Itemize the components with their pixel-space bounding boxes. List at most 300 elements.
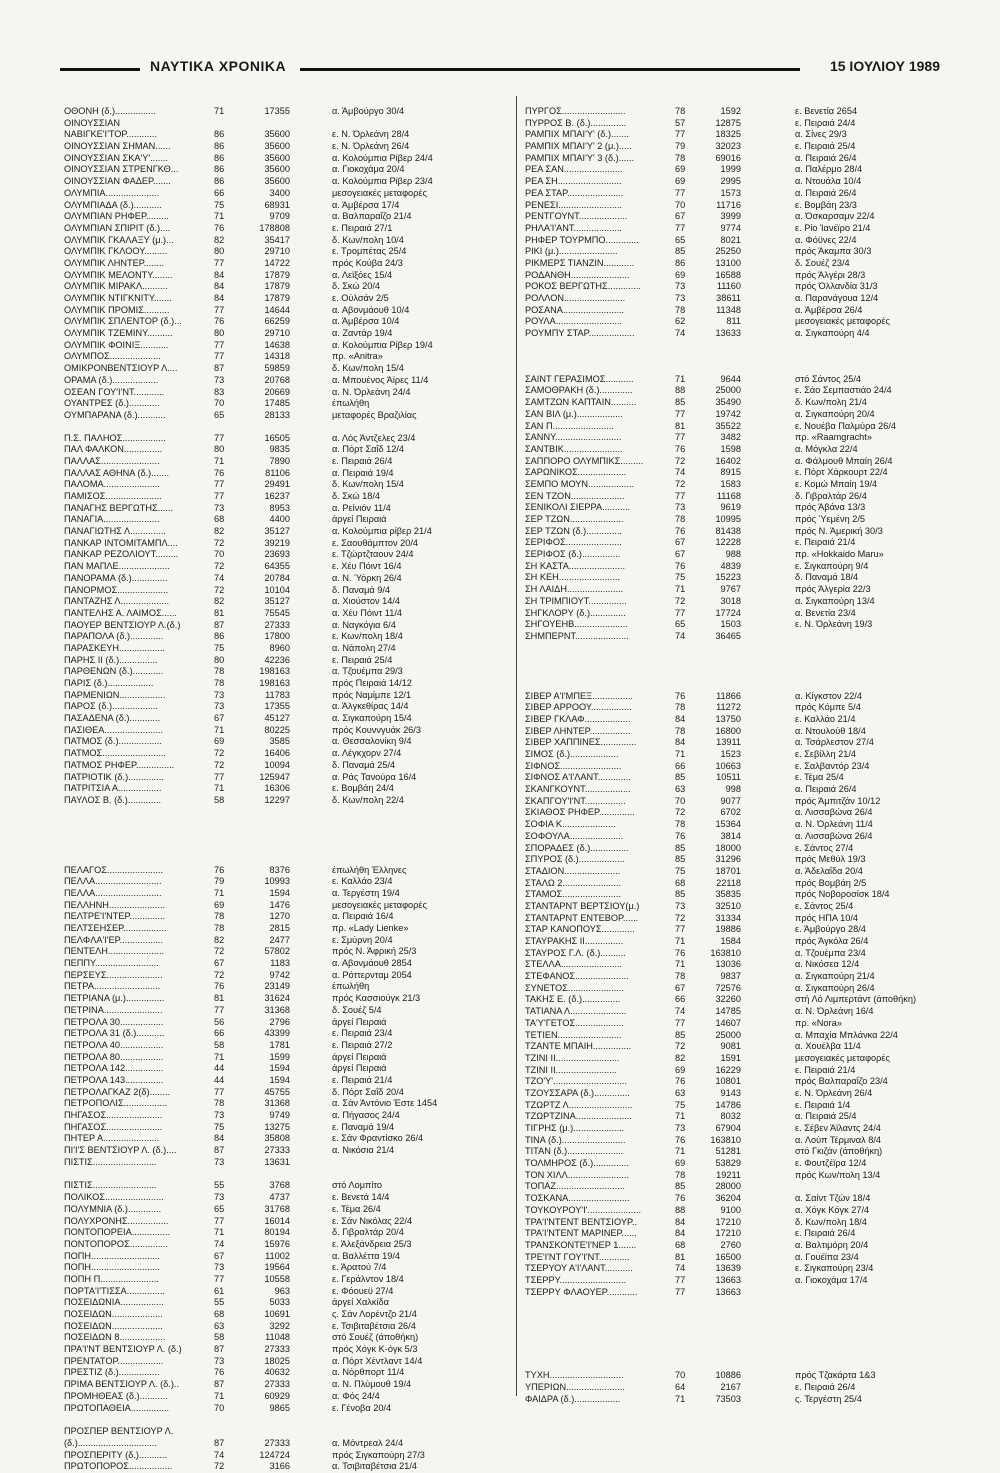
build-year: 71 xyxy=(675,749,686,759)
ship-row xyxy=(525,211,945,223)
build-year: 69 xyxy=(214,736,225,747)
ship-row xyxy=(525,619,945,631)
position: α. Πειραιά 26/4 xyxy=(795,187,857,198)
build-year: 72 xyxy=(675,1041,686,1052)
tonnage: 9774 xyxy=(720,222,741,233)
build-year: 76 xyxy=(675,1193,686,1204)
ship-row xyxy=(64,305,512,317)
tonnage: 16588 xyxy=(715,269,741,280)
tonnage: 29710 xyxy=(264,328,290,339)
tonnage: 17800 xyxy=(264,631,290,642)
ship-row xyxy=(525,1053,945,1065)
ship-row xyxy=(64,1356,512,1368)
ship-name: ΣΗ ΚΑΣΤΑ...................... xyxy=(525,560,626,571)
build-year: 78 xyxy=(675,304,686,315)
build-year: 72 xyxy=(214,946,225,957)
ship-name: ΟΛΥΜΠΙΚ ΣΠΛΕΝΤΟΡ (δ.)... xyxy=(64,316,182,327)
right-column xyxy=(525,106,945,1405)
ship-row xyxy=(64,713,512,725)
position: δ. Κων/πολη 21/4 xyxy=(795,397,867,408)
ship-row xyxy=(64,514,512,526)
tonnage: 3768 xyxy=(269,1180,290,1191)
build-year: 71 xyxy=(214,783,225,794)
ship-name: ΟΛΥΜΠΙΚ ΓΚΑΛΑΞΥ (μ.)... xyxy=(64,234,174,245)
ship-name: ΠΑΛΛΑΣ....................... xyxy=(64,455,160,466)
ship-name: ΣΚΑΠΓΟΥ'Ι'ΝΤ................ xyxy=(525,795,626,806)
ship-name: ΟΛΥΜΠΙΑ..................... xyxy=(64,187,160,198)
tonnage: 15364 xyxy=(715,819,741,830)
ship-row xyxy=(525,807,945,819)
ship-row xyxy=(525,479,945,491)
ship-name: ΟΛΥΜΠΙΚ ΜΕΛΟΝΤΥ........ xyxy=(64,269,173,280)
position: ε. Γεράλντον 18/4 xyxy=(332,1273,404,1284)
build-year: 85 xyxy=(675,397,686,408)
position: α. Μπουένος Άϊρες 11/4 xyxy=(332,374,429,385)
tonnage: 32023 xyxy=(715,141,741,152)
ship-name: ΠΟΣΕΙΔΩΝΙΑ................. xyxy=(64,1297,164,1308)
position: στό Σάντος 25/4 xyxy=(795,373,862,384)
ship-name: ΠΟΠΗ........................... xyxy=(64,1250,160,1261)
build-year: 78 xyxy=(675,106,686,116)
ship-name: ΤΣΕΡΥΟΥ Α'Ι'ΛΑΝΤ........... xyxy=(525,1263,633,1274)
ship-row xyxy=(64,1391,512,1403)
ship-list-block xyxy=(525,374,945,643)
build-year: 85 xyxy=(675,246,686,257)
build-year: 78 xyxy=(214,923,225,933)
build-year: 86 xyxy=(214,176,225,187)
ship-row xyxy=(64,1297,512,1309)
tonnage: 51281 xyxy=(715,1146,741,1157)
build-year: 55 xyxy=(214,1297,225,1308)
build-year: 72 xyxy=(675,455,686,466)
ship-name: ΠΡΙΜΑ ΒΕΝΤΣΙΟΥΡ Λ. (δ.).. xyxy=(64,1379,179,1390)
build-year: 67 xyxy=(675,211,686,222)
ship-name: ΟΘΟΝΗ (δ.)................ xyxy=(64,106,156,116)
position: πρός Άλγερία 22/3 xyxy=(795,584,871,595)
position: πρ. «Lady Lienke» xyxy=(332,923,409,933)
ship-row xyxy=(525,761,945,773)
tonnage: 31768 xyxy=(264,1203,290,1214)
ship-row xyxy=(525,1394,945,1406)
ship-row xyxy=(64,538,512,550)
ship-row xyxy=(525,1018,945,1030)
ship-name: ΤΙΤΑΝ (δ.)...................... xyxy=(525,1146,624,1157)
build-year: 77 xyxy=(214,479,225,490)
ship-row xyxy=(64,526,512,538)
position: δ. Κων/πολη 15/4 xyxy=(332,479,404,490)
ship-name: ΣΤΑΡ ΚΑΝΟΠΟΥΣ............. xyxy=(525,924,635,935)
position: ε. Βενετά 14/4 xyxy=(332,1192,390,1203)
position: α. Πειραιά 16/4 xyxy=(332,911,394,922)
ship-name: ΡΟΛΛΟΝ........................ xyxy=(525,293,626,303)
tonnage: 10094 xyxy=(264,759,290,770)
ship-row xyxy=(525,432,945,444)
ship-row xyxy=(525,537,945,549)
tonnage: 28000 xyxy=(715,1181,741,1192)
build-year: 66 xyxy=(214,1028,225,1039)
build-year: 67 xyxy=(675,537,686,548)
issue-date: 15 ΙΟΥΛΙΟΥ 1989 xyxy=(829,58,940,74)
build-year: 87 xyxy=(214,1437,225,1448)
ship-row xyxy=(525,409,945,421)
position: α. Ρείνιόν 11/4 xyxy=(332,502,391,513)
ship-name: ΠΕΛΤΣΕΗΣΕΡ................. xyxy=(64,923,167,933)
build-year: 74 xyxy=(214,1449,225,1460)
column-divider xyxy=(516,96,517,1396)
position: ε. Ν. Όρλεάνη 26/4 xyxy=(795,1087,873,1098)
tonnage: 25000 xyxy=(715,1029,741,1040)
position: α. Ράς Τανούρα 16/4 xyxy=(332,771,417,782)
tonnage: 73503 xyxy=(715,1393,741,1404)
tonnage: 3400 xyxy=(269,187,290,198)
tonnage: 35600 xyxy=(264,152,290,163)
ship-row xyxy=(525,1205,945,1217)
ship-row xyxy=(64,433,512,445)
build-year: 71 xyxy=(214,1390,225,1401)
build-year: 71 xyxy=(214,211,225,222)
tonnage: 12297 xyxy=(264,794,290,805)
position: ε. Ούλσάν 2/5 xyxy=(332,293,389,303)
build-year: 74 xyxy=(675,467,686,478)
build-year: 77 xyxy=(675,1286,686,1297)
tonnage: 17355 xyxy=(264,701,290,712)
ship-name: ΣΗΜΠΕΡΝΤ..................... xyxy=(525,630,629,641)
ship-name: ΠΟΛΥΜΝΙΑ (δ.)............. xyxy=(64,1203,162,1214)
ship-row xyxy=(64,783,512,795)
ship-name: ΡΕΑ ΣΑΝ....................... xyxy=(525,164,623,175)
tonnage: 4400 xyxy=(269,514,290,525)
position: ε. Τσιβιταβέτσια 26/4 xyxy=(332,1320,416,1331)
build-year: 78 xyxy=(675,725,686,736)
ship-row xyxy=(64,958,512,970)
build-year: 62 xyxy=(675,316,686,327)
build-year: 65 xyxy=(214,409,225,420)
build-year: 77 xyxy=(214,771,225,782)
ship-name: ΠΡΟΜΗΘΕΑΣ (δ.)........... xyxy=(64,1390,168,1401)
ship-row xyxy=(525,118,945,130)
position: ε. Πειραιά 21/4 xyxy=(795,1064,856,1075)
ship-name: ΠΕΛΛΑ.......................... xyxy=(64,876,162,887)
tonnage: 66259 xyxy=(264,316,290,327)
ship-name: ΠΑΝΑΓΙΑ...................... xyxy=(64,514,160,525)
tonnage: 20669 xyxy=(264,386,290,397)
ship-name: ΠΕΤΡΟΛΑ 143............... xyxy=(64,1074,164,1085)
tonnage: 11783 xyxy=(265,689,290,700)
position: άργεί Πειραιά xyxy=(332,514,387,525)
position: α. Λισσαβώνα 26/4 xyxy=(795,830,873,841)
position: α. Ν. Πλύμουθ 19/4 xyxy=(332,1379,412,1390)
tonnage: 25250 xyxy=(715,246,741,257)
build-year: 72 xyxy=(675,595,686,606)
ship-name: ΠΕΤΡΟΠΟΛΙΣ................. xyxy=(64,1098,168,1109)
position: στό Σουέζ (άποθήκη) xyxy=(332,1332,419,1343)
build-year: 69 xyxy=(214,899,225,910)
tonnage: 18701 xyxy=(715,865,741,876)
build-year: 76 xyxy=(214,222,225,233)
tonnage: 11866 xyxy=(716,690,741,701)
build-year: 77 xyxy=(214,1215,225,1226)
ship-name: ΡΗΦΕΡ ΤΟΥΡΜΠΟ............. xyxy=(525,234,639,245)
build-year: 81 xyxy=(675,1251,686,1262)
ship-row xyxy=(64,456,512,468)
ship-row xyxy=(525,200,945,212)
ship-name: ΣΑΙΝΤ ΓΕΡΑΣΙΜΟΣ........... xyxy=(525,373,634,384)
ship-row xyxy=(525,235,945,247)
tonnage: 68931 xyxy=(264,199,290,210)
ship-name: ΠΟΛΥΧΡΟΝΗΣ................ xyxy=(64,1215,169,1226)
ship-name: ΡΟΥΜΠΥ ΣΤΑΡ.................. xyxy=(525,328,635,339)
build-year: 77 xyxy=(214,491,225,501)
ship-name: ΠΑΥΛΟΣ Β. (δ.)............. xyxy=(64,794,162,805)
tonnage: 178808 xyxy=(259,222,290,233)
position: α. Σιγκαπούρη 20/4 xyxy=(795,408,875,419)
ship-name: ΡΗΛΑ'Ι'ΑΝΤ................... xyxy=(525,222,622,233)
build-year: 76 xyxy=(675,1076,686,1087)
build-year: 55 xyxy=(214,1180,225,1191)
build-year: 78 xyxy=(214,666,225,677)
build-year: 76 xyxy=(214,316,225,327)
ship-name: ΤΙΝΑ (δ.)......................... xyxy=(525,1134,626,1145)
position: πρός Κόμπε 5/4 xyxy=(795,702,861,713)
ship-row xyxy=(525,1228,945,1240)
tonnage: 2796 xyxy=(269,1016,290,1027)
build-year: 73 xyxy=(214,502,225,513)
position: α. Νόρθπορτ 11/4 xyxy=(332,1367,405,1378)
position: ε. Φόουεϋ 27/4 xyxy=(332,1285,394,1296)
ship-name: ΣΤΑΝΤΑΡΝΤ ΒΕΡΤΣΙΟΥ(μ.) xyxy=(525,900,640,911)
build-year: 84 xyxy=(214,281,225,292)
position: α. Κολούμπια Ρίβερ 23/4 xyxy=(332,176,433,187)
ship-row xyxy=(525,913,945,925)
position: άργεί Πειραιά xyxy=(332,1016,387,1027)
tonnage: 3166 xyxy=(269,1461,290,1472)
build-year: 72 xyxy=(214,969,225,980)
position: δ. Σουέζ 23/4 xyxy=(795,257,850,268)
ship-name: ΠΟΣΕΙΔΩΝ 8.................. xyxy=(64,1332,166,1343)
build-year: 77 xyxy=(675,432,686,443)
position: α. Πειραιά 19/4 xyxy=(332,467,394,478)
tonnage: 13663 xyxy=(715,1286,741,1297)
build-year: 72 xyxy=(214,537,225,548)
ship-list-block xyxy=(64,433,512,807)
position: ε. Πειραιά 25/4 xyxy=(332,654,393,665)
ship-name: ΠΡΕΝΤΑΤΟΡ.................. xyxy=(64,1355,164,1366)
ship-name: ΠΑΝΚΑΡ ΡΕΖΟΛΙΟΥΤ......... xyxy=(64,549,179,560)
ship-row xyxy=(64,631,512,643)
build-year: 73 xyxy=(675,900,686,911)
build-year: 71 xyxy=(675,584,686,595)
tonnage: 13633 xyxy=(715,328,741,339)
position: ε. Πειραιά 27/1 xyxy=(332,222,393,233)
build-year: 77 xyxy=(214,432,225,443)
tonnage: 20784 xyxy=(264,572,290,583)
build-year: 83 xyxy=(214,386,225,397)
position: α. Βαλλέττα 19/4 xyxy=(332,1250,401,1261)
tonnage: 1573 xyxy=(720,187,741,198)
position: α. Φός 24/4 xyxy=(332,1390,380,1401)
ship-name: ΠΟΝΤΟΠΟΡΕΙΑ............... xyxy=(64,1227,171,1238)
ship-row xyxy=(525,456,945,468)
tonnage: 12228 xyxy=(715,537,741,548)
tonnage: 13663 xyxy=(715,1274,741,1285)
ship-row xyxy=(525,281,945,293)
build-year: 74 xyxy=(675,630,686,641)
build-year: 72 xyxy=(675,478,686,489)
build-year: 81 xyxy=(675,420,686,431)
ship-row xyxy=(64,900,512,912)
position: α. Γουέϊπα 23/4 xyxy=(795,1251,859,1262)
tonnage: 27333 xyxy=(264,1145,290,1156)
ship-name: ΣΙΒΕΡ ΓΚΛΑΦ.................. xyxy=(525,713,631,724)
build-year: 69 xyxy=(675,1064,686,1075)
ship-row xyxy=(525,467,945,479)
build-year: 81 xyxy=(214,993,225,1004)
build-year: 67 xyxy=(214,958,225,969)
position: ε. Σάντος 25/4 xyxy=(795,900,854,911)
position: α. Βαλτιμόρη 20/4 xyxy=(795,1239,869,1250)
build-year: 71 xyxy=(675,1393,686,1404)
ship-name: ΟΛΥΜΠΙΚ ΜΙΡΑΚΛ.......... xyxy=(64,281,168,292)
ship-name: ΣΤΑΜΟΣ....................... xyxy=(525,889,621,900)
tonnage: 40632 xyxy=(264,1367,290,1378)
position: ε. Πειραιά 27/2 xyxy=(332,1039,393,1050)
ship-row xyxy=(525,1041,945,1053)
build-year: 69 xyxy=(675,176,686,187)
ship-name: ΣΗΓΟΥΕΗΒ..................... xyxy=(525,619,628,630)
tonnage: 1183 xyxy=(270,958,290,969)
ship-name: ΠΟΠΗ Π....................... xyxy=(64,1273,159,1284)
position: ε. Άρατού 7/4 xyxy=(332,1262,387,1273)
ship-row xyxy=(64,923,512,935)
build-year: 72 xyxy=(214,748,225,759)
ship-row xyxy=(64,200,512,212)
tonnage: 1476 xyxy=(269,899,290,910)
ship-row xyxy=(64,479,512,491)
ship-row xyxy=(525,1088,945,1100)
ship-name: ΠΑΝΤΕΛΗΣ Α. ΛΑΙΜΟΣ...... xyxy=(64,607,177,618)
tonnage: 32510 xyxy=(715,900,741,911)
build-year: 85 xyxy=(675,842,686,853)
page-header xyxy=(60,58,940,82)
tonnage: 35835 xyxy=(715,889,741,900)
ship-name: ΡΑΜΠΙΧ ΜΠΑΙ'Υ' 3 (δ.)...... xyxy=(525,152,635,163)
ship-name: ΣΚΑΝΓΚΟΥΝΤ.................. xyxy=(525,784,631,795)
position: α. Νάπολη 27/4 xyxy=(332,642,396,653)
ship-row xyxy=(525,1263,945,1275)
build-year: 70 xyxy=(675,795,686,806)
build-year: 75 xyxy=(214,1121,225,1132)
position: α. Σιγκαπούρη 13/4 xyxy=(795,595,875,606)
ship-row xyxy=(525,246,945,258)
tonnage: 10993 xyxy=(264,876,290,887)
ship-name: ΣΕΡ ΤΖΩΝ..................... xyxy=(525,514,624,524)
ship-name: ΠΑΝΤΑΖΗΣ Λ................... xyxy=(64,596,170,607)
position: ς. Σάν Λορέντζο 21/4 xyxy=(332,1309,417,1319)
position: δ. Κων/πολη 15/4 xyxy=(332,363,404,374)
position: δ. Σκώ 20/4 xyxy=(332,281,380,292)
ship-name: ΠΑΝΟΡΑΜΑ (δ.).............. xyxy=(64,572,168,583)
ship-name: ΤΡΑ'Ι'ΝΤΕΝΤ ΒΕΝΤΣΙΟΥΡ.. xyxy=(525,1216,638,1227)
build-year: 63 xyxy=(675,1087,686,1098)
ship-row xyxy=(525,843,945,855)
position: α. Ν. Ύόρκη 26/4 xyxy=(332,572,402,583)
build-year: 75 xyxy=(214,199,225,210)
position: ε. Κομώ Μπαίη 19/4 xyxy=(795,478,878,489)
ship-name: ΡΙΚΙ (μ.)....................... xyxy=(525,246,618,257)
ship-row xyxy=(525,596,945,608)
ship-row xyxy=(64,876,512,888)
ship-name: ΠΑΟΥΕΡ ΒΕΝΤΣΙΟΥΡ Λ.(δ.) xyxy=(64,619,181,630)
build-year: 72 xyxy=(675,912,686,923)
position: ε. Νουέβα Παλμύρα 26/4 xyxy=(795,420,897,431)
tonnage: 13100 xyxy=(715,257,741,268)
ship-name: ΠΑΤΜΟΣ (δ.)................. xyxy=(64,736,162,747)
ship-name: ΠΑΡΟΣ (δ.).................. xyxy=(64,701,159,712)
build-year: 87 xyxy=(214,1344,225,1355)
ship-name: ΠΕΛΛΗΝΗ...................... xyxy=(64,899,166,910)
position: α. Λισσαβώνα 26/4 xyxy=(795,807,873,818)
tonnage: 1999 xyxy=(720,164,741,175)
ship-name: ΡΕΝΤΓΟΥΝΤ................... xyxy=(525,211,628,222)
ship-name: ΠΟΡΤΑ'Ι'ΤΙΣΣΑ............... xyxy=(64,1285,165,1296)
ship-name: ΡΕΝΕΣΙ......................... xyxy=(525,199,623,210)
build-year: 71 xyxy=(675,936,686,946)
position: δ. Παναμά 25/4 xyxy=(332,759,396,770)
build-year: 64 xyxy=(675,1382,686,1392)
position: α. Χέυ Πόιντ 11/4 xyxy=(332,607,402,618)
ship-list-block xyxy=(64,1180,512,1414)
build-year: 66 xyxy=(675,760,686,771)
ship-row xyxy=(525,561,945,573)
tonnage: 14785 xyxy=(715,1006,741,1017)
ship-row xyxy=(525,737,945,749)
ship-row xyxy=(525,749,945,761)
tonnage: 998 xyxy=(725,784,741,795)
ship-name: ΟΙΝΟΥΣΣΙΑΝ ΣΗΜΑΝ...... xyxy=(64,141,171,152)
tonnage: 10801 xyxy=(715,1076,741,1087)
header-rule-right xyxy=(300,68,800,71)
tonnage: 35127 xyxy=(264,596,290,607)
ship-name: ΡΟΣΑΝΑ........................ xyxy=(525,304,625,315)
ship-name: ΣΠΥΡΟΣ (δ.).................. xyxy=(525,854,625,865)
position: α. Τζουέμπα 29/3 xyxy=(332,666,403,677)
ship-name: ΣΕΝ ΤΖΟΝ..................... xyxy=(525,490,625,501)
position: α. Ντουλούθ 18/4 xyxy=(795,725,866,736)
position: ε. Άλεξάνδρεια 25/3 xyxy=(332,1238,412,1249)
build-year: 76 xyxy=(214,864,225,875)
tonnage: 1598 xyxy=(720,443,741,454)
ship-row xyxy=(525,1170,945,1182)
position: ε. Σάν Φραντίσκο 26/4 xyxy=(332,1133,424,1144)
ship-name: ΠΑΝΟΡΜΟΣ.................... xyxy=(64,584,169,595)
tonnage: 35600 xyxy=(264,141,290,152)
build-year: 71 xyxy=(675,1111,686,1122)
tonnage: 29710 xyxy=(264,246,290,257)
position: πρός ΗΠΑ 10/4 xyxy=(795,912,858,923)
build-year: 70 xyxy=(214,1402,225,1413)
build-year: 69 xyxy=(675,164,686,175)
tonnage: 10558 xyxy=(264,1273,290,1284)
position: μεσογειακές μεταφορές xyxy=(332,187,427,198)
ship-row xyxy=(64,1087,512,1099)
ship-name: ΠΑΛ ΦΑΛΚΟΝ............... xyxy=(64,444,163,455)
build-year: 71 xyxy=(214,106,225,116)
tonnage: 10995 xyxy=(715,514,741,524)
ship-row xyxy=(64,316,512,328)
ship-row xyxy=(64,164,512,176)
ship-row xyxy=(64,760,512,772)
position: α. Παρανάγουα 12/4 xyxy=(795,293,879,303)
